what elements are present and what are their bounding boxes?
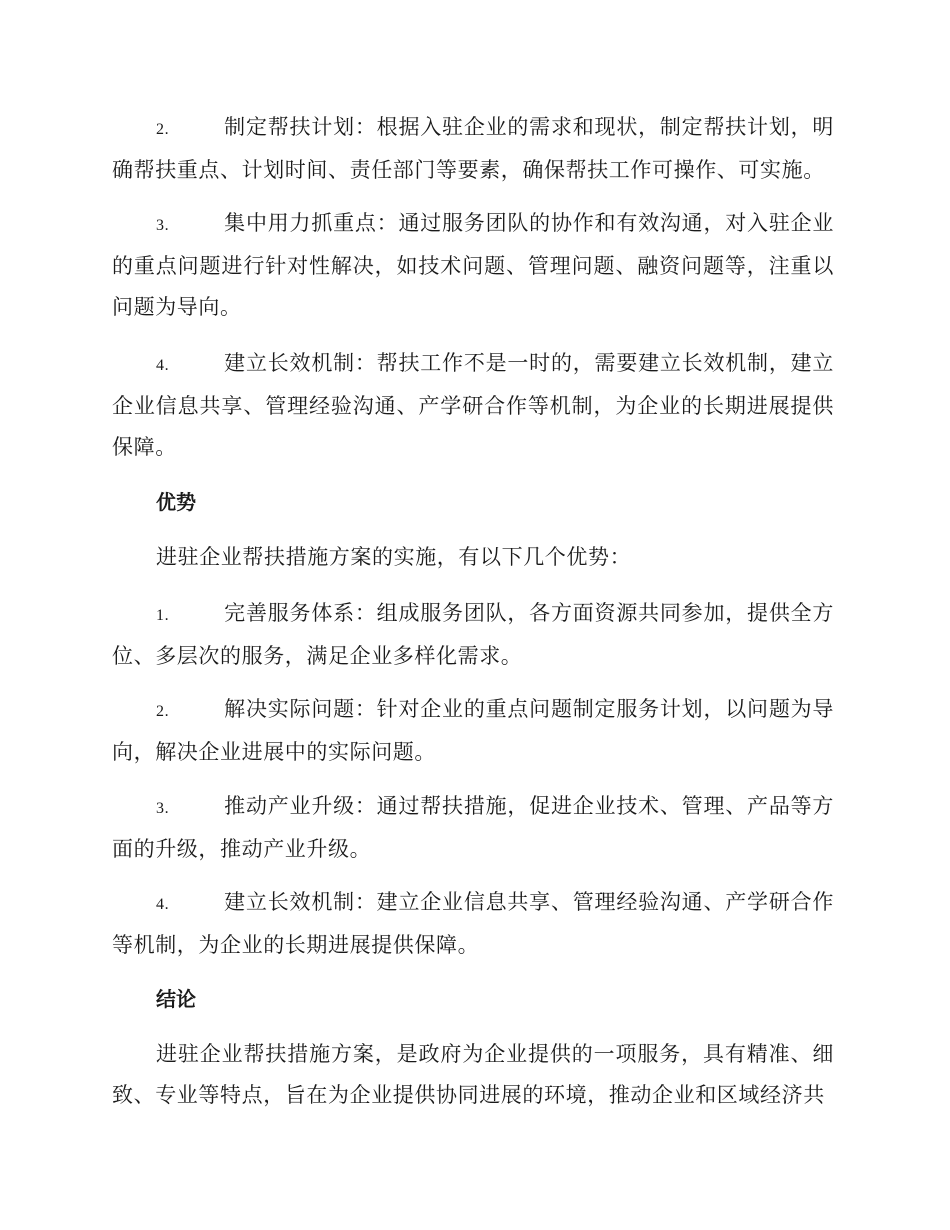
measure-item-2 xyxy=(112,107,834,191)
item-text: 建立长效机制：帮扶工作不是一时的，需要建立长效机制，建立企业信息共享、管理经验沟通、产学研合作等机制，为企业的长期进展提供保障。 xyxy=(112,351,834,459)
item-number: 1. xyxy=(156,607,170,624)
advantage-item-1 xyxy=(112,593,834,677)
item-text: 建立长效机制：建立企业信息共享、管理经验沟通、产学研合作等机制，为企业的长期进展提供保障。 xyxy=(112,890,834,957)
measure-item-3 xyxy=(112,203,834,328)
item-number: 2. xyxy=(156,703,170,720)
intro-text: 进驻企业帮扶措施方案的实施，有以下几个优势： xyxy=(156,545,632,569)
item-text: 完善服务体系：组成服务团队，各方面资源共同参加，提供全方位、多层次的服务，满足企业多样化需求。 xyxy=(112,601,834,668)
advantages-intro xyxy=(112,537,834,578)
conclusion-paragraph xyxy=(112,1034,834,1116)
item-text: 集中用力抓重点：通过服务团队的协作和有效沟通，对入驻企业的重点问题进行针对性解决，如技术问题、管理问题、融资问题等，注重以问题为导向。 xyxy=(112,211,834,319)
conclusion-text: 进驻企业帮扶措施方案，是政府为企业提供的一项服务，具有精准、细致、专业等特点，旨在为企业提供协同进展的环境，推动企业和区域经济共 xyxy=(112,1042,834,1107)
item-text: 解决实际问题：针对企业的重点问题制定服务计划，以问题为导向，解决企业进展中的实际问题。 xyxy=(112,697,834,764)
section-heading-conclusion: 结论 xyxy=(156,987,196,1011)
advantage-item-2 xyxy=(112,689,834,773)
measure-item-4 xyxy=(112,343,834,468)
advantage-item-3 xyxy=(112,786,834,870)
item-number: 2. xyxy=(156,121,170,138)
item-number: 4. xyxy=(156,896,170,913)
item-text: 推动产业升级：通过帮扶措施，促进企业技术、管理、产品等方面的升级，推动产业升级。 xyxy=(112,794,834,861)
item-number: 4. xyxy=(156,357,170,374)
advantage-item-4 xyxy=(112,882,834,966)
item-number: 3. xyxy=(156,217,170,234)
item-text: 制定帮扶计划：根据入驻企业的需求和现状，制定帮扶计划，明确帮扶重点、计划时间、责任部门等要素，确保帮扶工作可操作、可实施。 xyxy=(112,115,834,182)
section-heading-advantages: 优势 xyxy=(156,490,196,514)
item-number: 3. xyxy=(156,800,170,817)
